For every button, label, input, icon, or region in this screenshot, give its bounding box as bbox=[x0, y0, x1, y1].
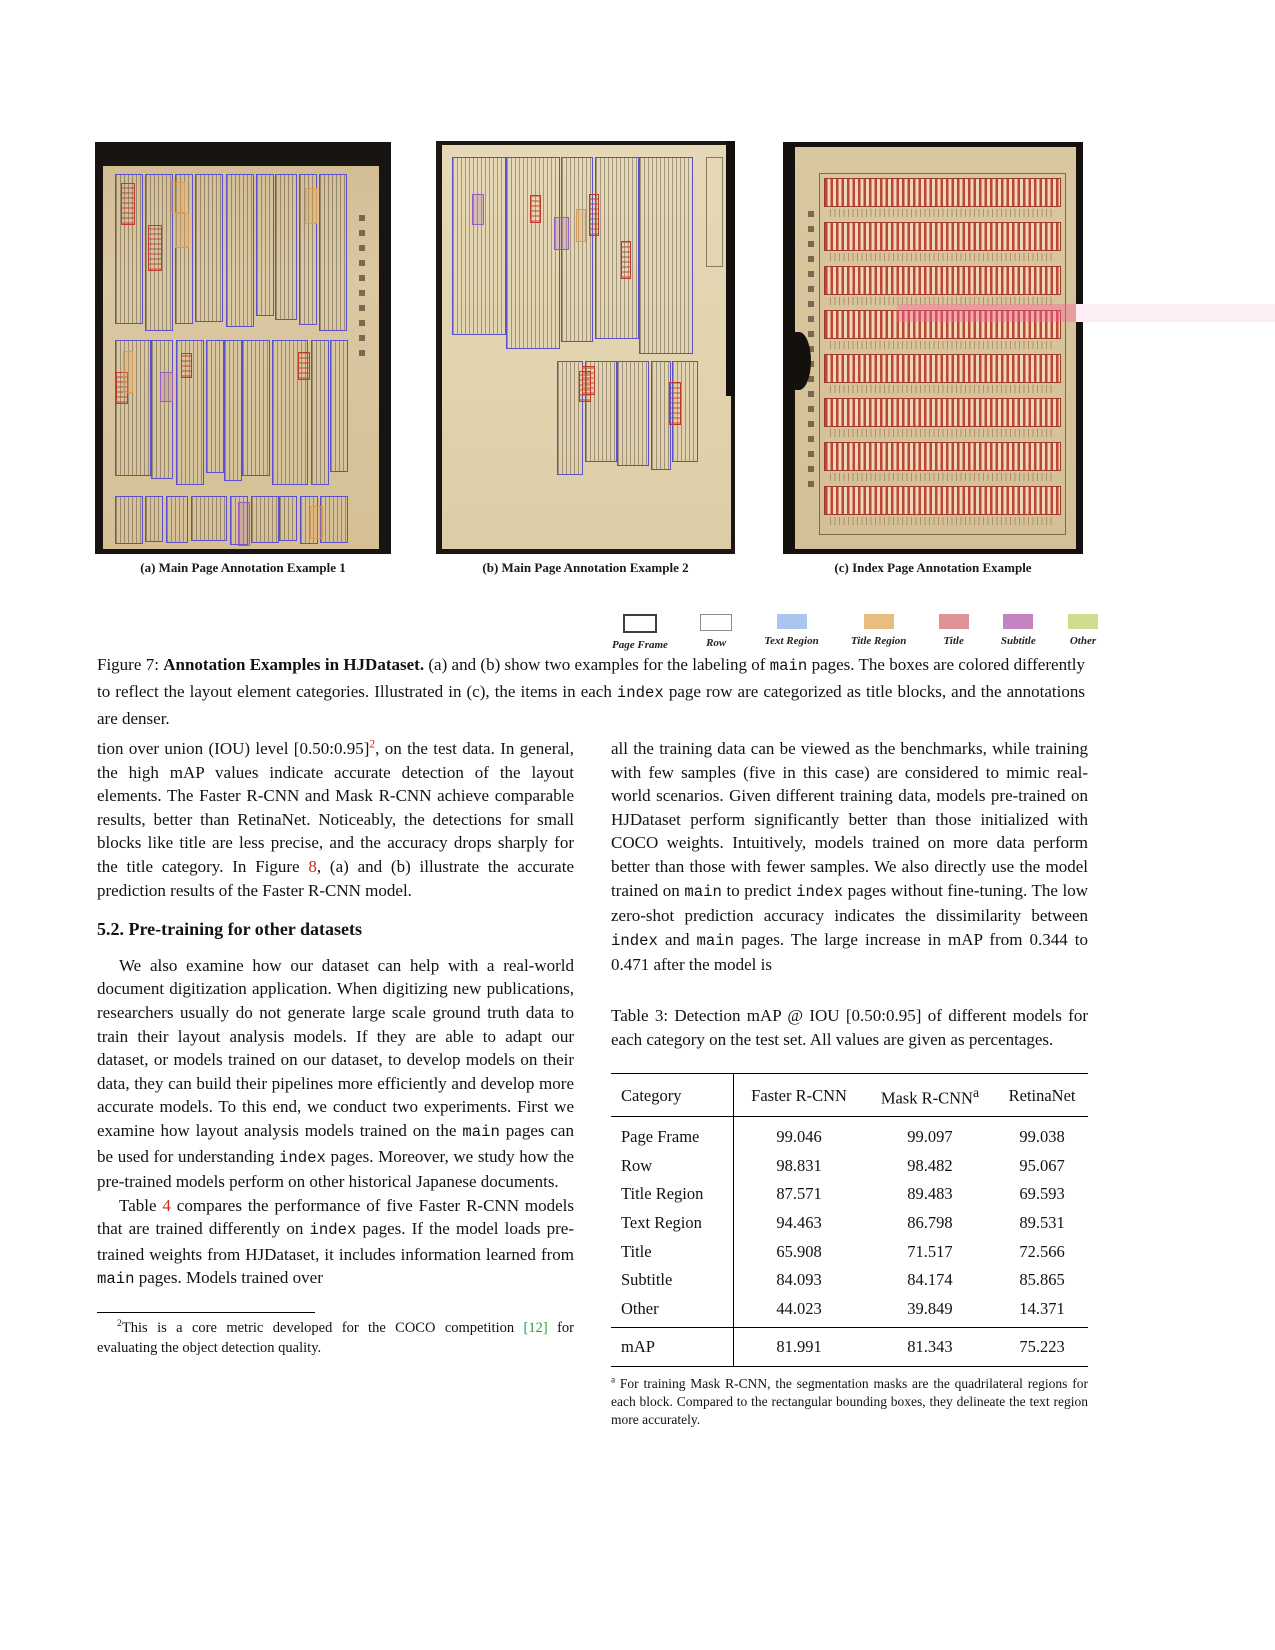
title-box bbox=[576, 209, 586, 242]
title-box bbox=[472, 194, 484, 225]
text-region-box bbox=[279, 496, 297, 541]
table-cell: 81.991 bbox=[734, 1328, 864, 1367]
table-cell: Subtitle bbox=[611, 1266, 734, 1295]
legend-label: Row bbox=[706, 637, 727, 649]
title-box bbox=[171, 182, 185, 213]
text-region-box bbox=[224, 340, 242, 481]
table-cell: Text Region bbox=[611, 1209, 734, 1238]
subcaption-c: (c) Index Page Annotation Example bbox=[834, 560, 1032, 575]
title-box bbox=[310, 506, 323, 539]
paragraph: Table 4 compares the performance of five Faster R-CNN models that are trained differently on index pages. If the model loads pre-trained weights from HJDataset, it includes information learned from main pages. Models trained over bbox=[97, 1195, 574, 1289]
text-region-box bbox=[191, 496, 227, 541]
table-cell: Title bbox=[611, 1237, 734, 1266]
text-region-box bbox=[226, 174, 254, 327]
figure-caption: Figure 7: Annotation Examples in HJDataset. (a) and (b) show two examples for the labeling of main pages. The boxes are colored differently to reflect the layout element categories. Illustrated in (c), the items in each index page row are categorized as title blocks, and the annotations are denser. bbox=[97, 655, 1086, 728]
table-footnote: $^a$ For training Mask R-CNN, the segmentation masks are the quadrilateral regions for each block. Compared to the rectangular bounding boxes, they delineate the text region more accurately. bbox=[611, 1374, 1088, 1427]
table-caption: Table 3: Detection mAP @ IOU [0.50:0.95] of different models for each category on the test set. All values are given as percentages. bbox=[611, 1005, 1088, 1049]
legend-item bbox=[1068, 614, 1098, 651]
text-region-box bbox=[195, 174, 223, 322]
text-region-box bbox=[275, 174, 297, 320]
index-row-small-text bbox=[830, 473, 1055, 481]
table-cell: 94.463 bbox=[776, 1213, 822, 1232]
paragraph: all the training data can be viewed as the benchmarks, while training with few samples (five in this case) are considered to mimic real-world scenarios. Given different training data, models pre-trained on HJDataset perform significantly better than those initialized with COCO weights. Intuitively, models trained on more data perform better than those with fewer samples. We also directly use the model trained on main to predict index pages without fine-tuning. The low zero-shot prediction accuracy indicates the dissimilarity between index and main pages. The large increase in mAP from 0.344 to 0.471 after the model is bbox=[611, 739, 1089, 975]
index-row-blocks bbox=[824, 266, 1061, 295]
index-row-blocks bbox=[824, 354, 1061, 383]
legend-swatch bbox=[1068, 614, 1098, 629]
text-region-box bbox=[319, 174, 347, 331]
scanned-page-a bbox=[103, 166, 379, 549]
table-cell: 71.517 bbox=[907, 1241, 953, 1261]
title-box bbox=[589, 194, 599, 236]
section-heading: 5.2. Pre-training for other datasets bbox=[97, 919, 362, 940]
text-region-box bbox=[145, 496, 163, 542]
table-cell: 98.482 bbox=[907, 1155, 953, 1175]
table-cell: 86.798 bbox=[907, 1213, 953, 1232]
table-cell: 14.371 bbox=[1019, 1298, 1065, 1318]
paragraph: tion over union (IOU) level [0.50:0.95]$^2$, on the test data. In general, the high mAP values indicate accurate detection of the layout elements. The Faster R-CNN and Mask R-CNN achieve comparable results, better than RetinaNet. Noticeably, the detections for small blocks like title are less precise, and the accuracy drops sharply for the title category. In Figure 8, (a) and (b) illustrate the accurate prediction results of the Faster R-CNN model. bbox=[97, 737, 574, 900]
table-cell: 98.831 bbox=[776, 1155, 822, 1175]
table-row bbox=[611, 1180, 1088, 1209]
margin-text-marks bbox=[359, 206, 365, 356]
index-row-small-text bbox=[830, 341, 1055, 349]
legend-label: Title Region bbox=[850, 635, 907, 647]
text-region-box bbox=[242, 340, 270, 476]
table-header-row bbox=[611, 1074, 1088, 1117]
table-cell: Title Region bbox=[611, 1180, 734, 1209]
table-cell: mAP bbox=[611, 1328, 734, 1367]
table-cell: 39.849 bbox=[907, 1298, 953, 1318]
text-region-box bbox=[320, 496, 348, 543]
figure-legend bbox=[612, 614, 1098, 651]
legend-item bbox=[1001, 614, 1036, 651]
index-row-small-text bbox=[830, 429, 1055, 437]
text-region-box bbox=[166, 496, 188, 543]
title-box bbox=[148, 225, 162, 271]
legend-swatch bbox=[700, 614, 732, 631]
legend-item bbox=[851, 614, 907, 651]
legend-label: Subtitle bbox=[1000, 635, 1036, 647]
index-row-blocks bbox=[824, 442, 1061, 471]
text-region-box bbox=[151, 340, 173, 479]
table-header-cell: Faster R-CNN bbox=[734, 1074, 864, 1117]
title-box bbox=[181, 353, 192, 378]
title-box bbox=[123, 351, 133, 393]
title-box bbox=[582, 366, 595, 395]
table-cell: 44.023 bbox=[776, 1298, 822, 1318]
index-row-blocks bbox=[824, 178, 1061, 207]
table-cell: 65.908 bbox=[776, 1241, 822, 1261]
table-cell: 81.343 bbox=[864, 1328, 996, 1367]
table-row bbox=[611, 1294, 1088, 1328]
table-cell: 84.174 bbox=[907, 1270, 953, 1290]
legend-swatch bbox=[1003, 614, 1033, 629]
table-row bbox=[611, 1237, 1088, 1266]
table-cell: 99.046 bbox=[776, 1127, 822, 1147]
table-cell: 89.483 bbox=[907, 1184, 953, 1204]
index-row-small-text bbox=[830, 385, 1055, 393]
paragraph: We also examine how our dataset can help with a real-world document digitization application. When digitizing new publications, researchers usually do not generate large scale ground truth data to train their layout analysis models. If they are able to adapt our dataset, or models trained on our dataset, to develop models on their data, they can build their pipelines more efficiently and develop more accurate models. To this end, we conduct two experiments. First we examine how layout analysis models trained on the main pages can be used for understanding index pages. Moreover, we study how the pre-trained models perform on other historical Japanese documents. bbox=[97, 955, 575, 1192]
table-cell: 89.531 bbox=[1019, 1213, 1065, 1232]
title-box bbox=[669, 382, 681, 425]
text-region-box bbox=[206, 340, 224, 473]
table-cell: 69.593 bbox=[1019, 1184, 1065, 1204]
text-region-box bbox=[115, 496, 143, 544]
legend-item bbox=[939, 614, 969, 651]
text-region-box bbox=[311, 340, 329, 485]
legend-label: Page Frame bbox=[612, 639, 668, 651]
title-box bbox=[554, 217, 569, 250]
legend-item bbox=[764, 614, 818, 651]
title-box bbox=[175, 213, 189, 248]
figure-c-image bbox=[783, 142, 1083, 554]
right-column bbox=[611, 737, 1088, 1429]
text-region-box bbox=[651, 361, 671, 470]
table-cell: 87.571 bbox=[776, 1184, 822, 1204]
scanned-page-c bbox=[795, 147, 1076, 549]
legend-item bbox=[700, 614, 732, 651]
title-box bbox=[160, 372, 173, 402]
text-region-box bbox=[256, 174, 274, 316]
legend-swatch bbox=[777, 614, 807, 629]
table-map-row bbox=[611, 1328, 1088, 1367]
title-box bbox=[121, 183, 135, 225]
table-cell: 75.223 bbox=[996, 1328, 1088, 1367]
title-box bbox=[530, 195, 541, 223]
title-box bbox=[305, 188, 317, 224]
table-cell: Page Frame bbox=[611, 1117, 734, 1152]
title-box bbox=[238, 502, 250, 546]
table-row bbox=[611, 1151, 1088, 1180]
legend-swatch bbox=[623, 614, 657, 633]
subcaption-b: (b) Main Page Annotation Example 2 bbox=[482, 560, 689, 575]
figure-a-image bbox=[95, 142, 391, 554]
legend-item bbox=[612, 614, 668, 651]
table-header-cell: Category bbox=[611, 1074, 734, 1117]
results-table bbox=[611, 1073, 1088, 1367]
table-cell: 85.865 bbox=[1019, 1270, 1065, 1290]
table-body bbox=[611, 1117, 1088, 1328]
text-region-box bbox=[115, 340, 151, 476]
legend-swatch bbox=[939, 614, 969, 629]
index-row-small-text bbox=[830, 209, 1055, 217]
scan-edge bbox=[726, 141, 735, 396]
table-row bbox=[611, 1209, 1088, 1238]
index-page-frame bbox=[819, 173, 1066, 535]
subcaption-a: (a) Main Page Annotation Example 1 bbox=[140, 560, 346, 575]
left-column bbox=[97, 737, 574, 1358]
text-region-box bbox=[330, 340, 348, 472]
table-cell: 95.067 bbox=[1019, 1155, 1065, 1175]
index-row-blocks bbox=[824, 222, 1061, 251]
figure-b-image bbox=[436, 141, 735, 554]
index-row-blocks bbox=[824, 486, 1061, 515]
index-row-small-text bbox=[830, 517, 1055, 525]
table-cell: 84.093 bbox=[776, 1270, 822, 1290]
highlight-band bbox=[897, 304, 1076, 322]
table-cell: 99.097 bbox=[907, 1127, 953, 1147]
table-header-cell: Mask R-CNN$^a$ bbox=[864, 1074, 996, 1117]
legend-label: Other bbox=[1069, 635, 1097, 647]
index-row-small-text bbox=[830, 253, 1055, 261]
index-row-blocks bbox=[824, 398, 1061, 427]
table-cell: Row bbox=[611, 1151, 734, 1180]
title-box bbox=[621, 241, 631, 279]
table-cell: 99.038 bbox=[1019, 1127, 1065, 1147]
footnote-rule bbox=[97, 1312, 315, 1313]
header-column-box bbox=[706, 157, 723, 267]
legend-label: Title bbox=[943, 635, 964, 647]
scanned-page-b bbox=[442, 145, 731, 549]
footnote: $^2$This is a core metric developed for the COCO competition [12] for evaluating the object detection quality. bbox=[97, 1318, 574, 1356]
title-box bbox=[298, 352, 310, 380]
text-region-box bbox=[452, 157, 506, 335]
table-cell: Other bbox=[611, 1294, 734, 1328]
highlight-band-pale bbox=[1076, 304, 1275, 322]
text-region-box bbox=[506, 157, 560, 349]
text-region-box bbox=[639, 157, 693, 354]
legend-label: Text Region bbox=[764, 635, 819, 647]
table-header-cell: RetinaNet bbox=[996, 1074, 1088, 1117]
text-region-box bbox=[595, 157, 639, 339]
text-region-box bbox=[251, 496, 279, 543]
table-row bbox=[611, 1117, 1088, 1152]
table-row bbox=[611, 1266, 1088, 1295]
legend-swatch bbox=[864, 614, 894, 629]
table-cell: 72.566 bbox=[1019, 1241, 1065, 1261]
text-region-box bbox=[617, 361, 649, 466]
